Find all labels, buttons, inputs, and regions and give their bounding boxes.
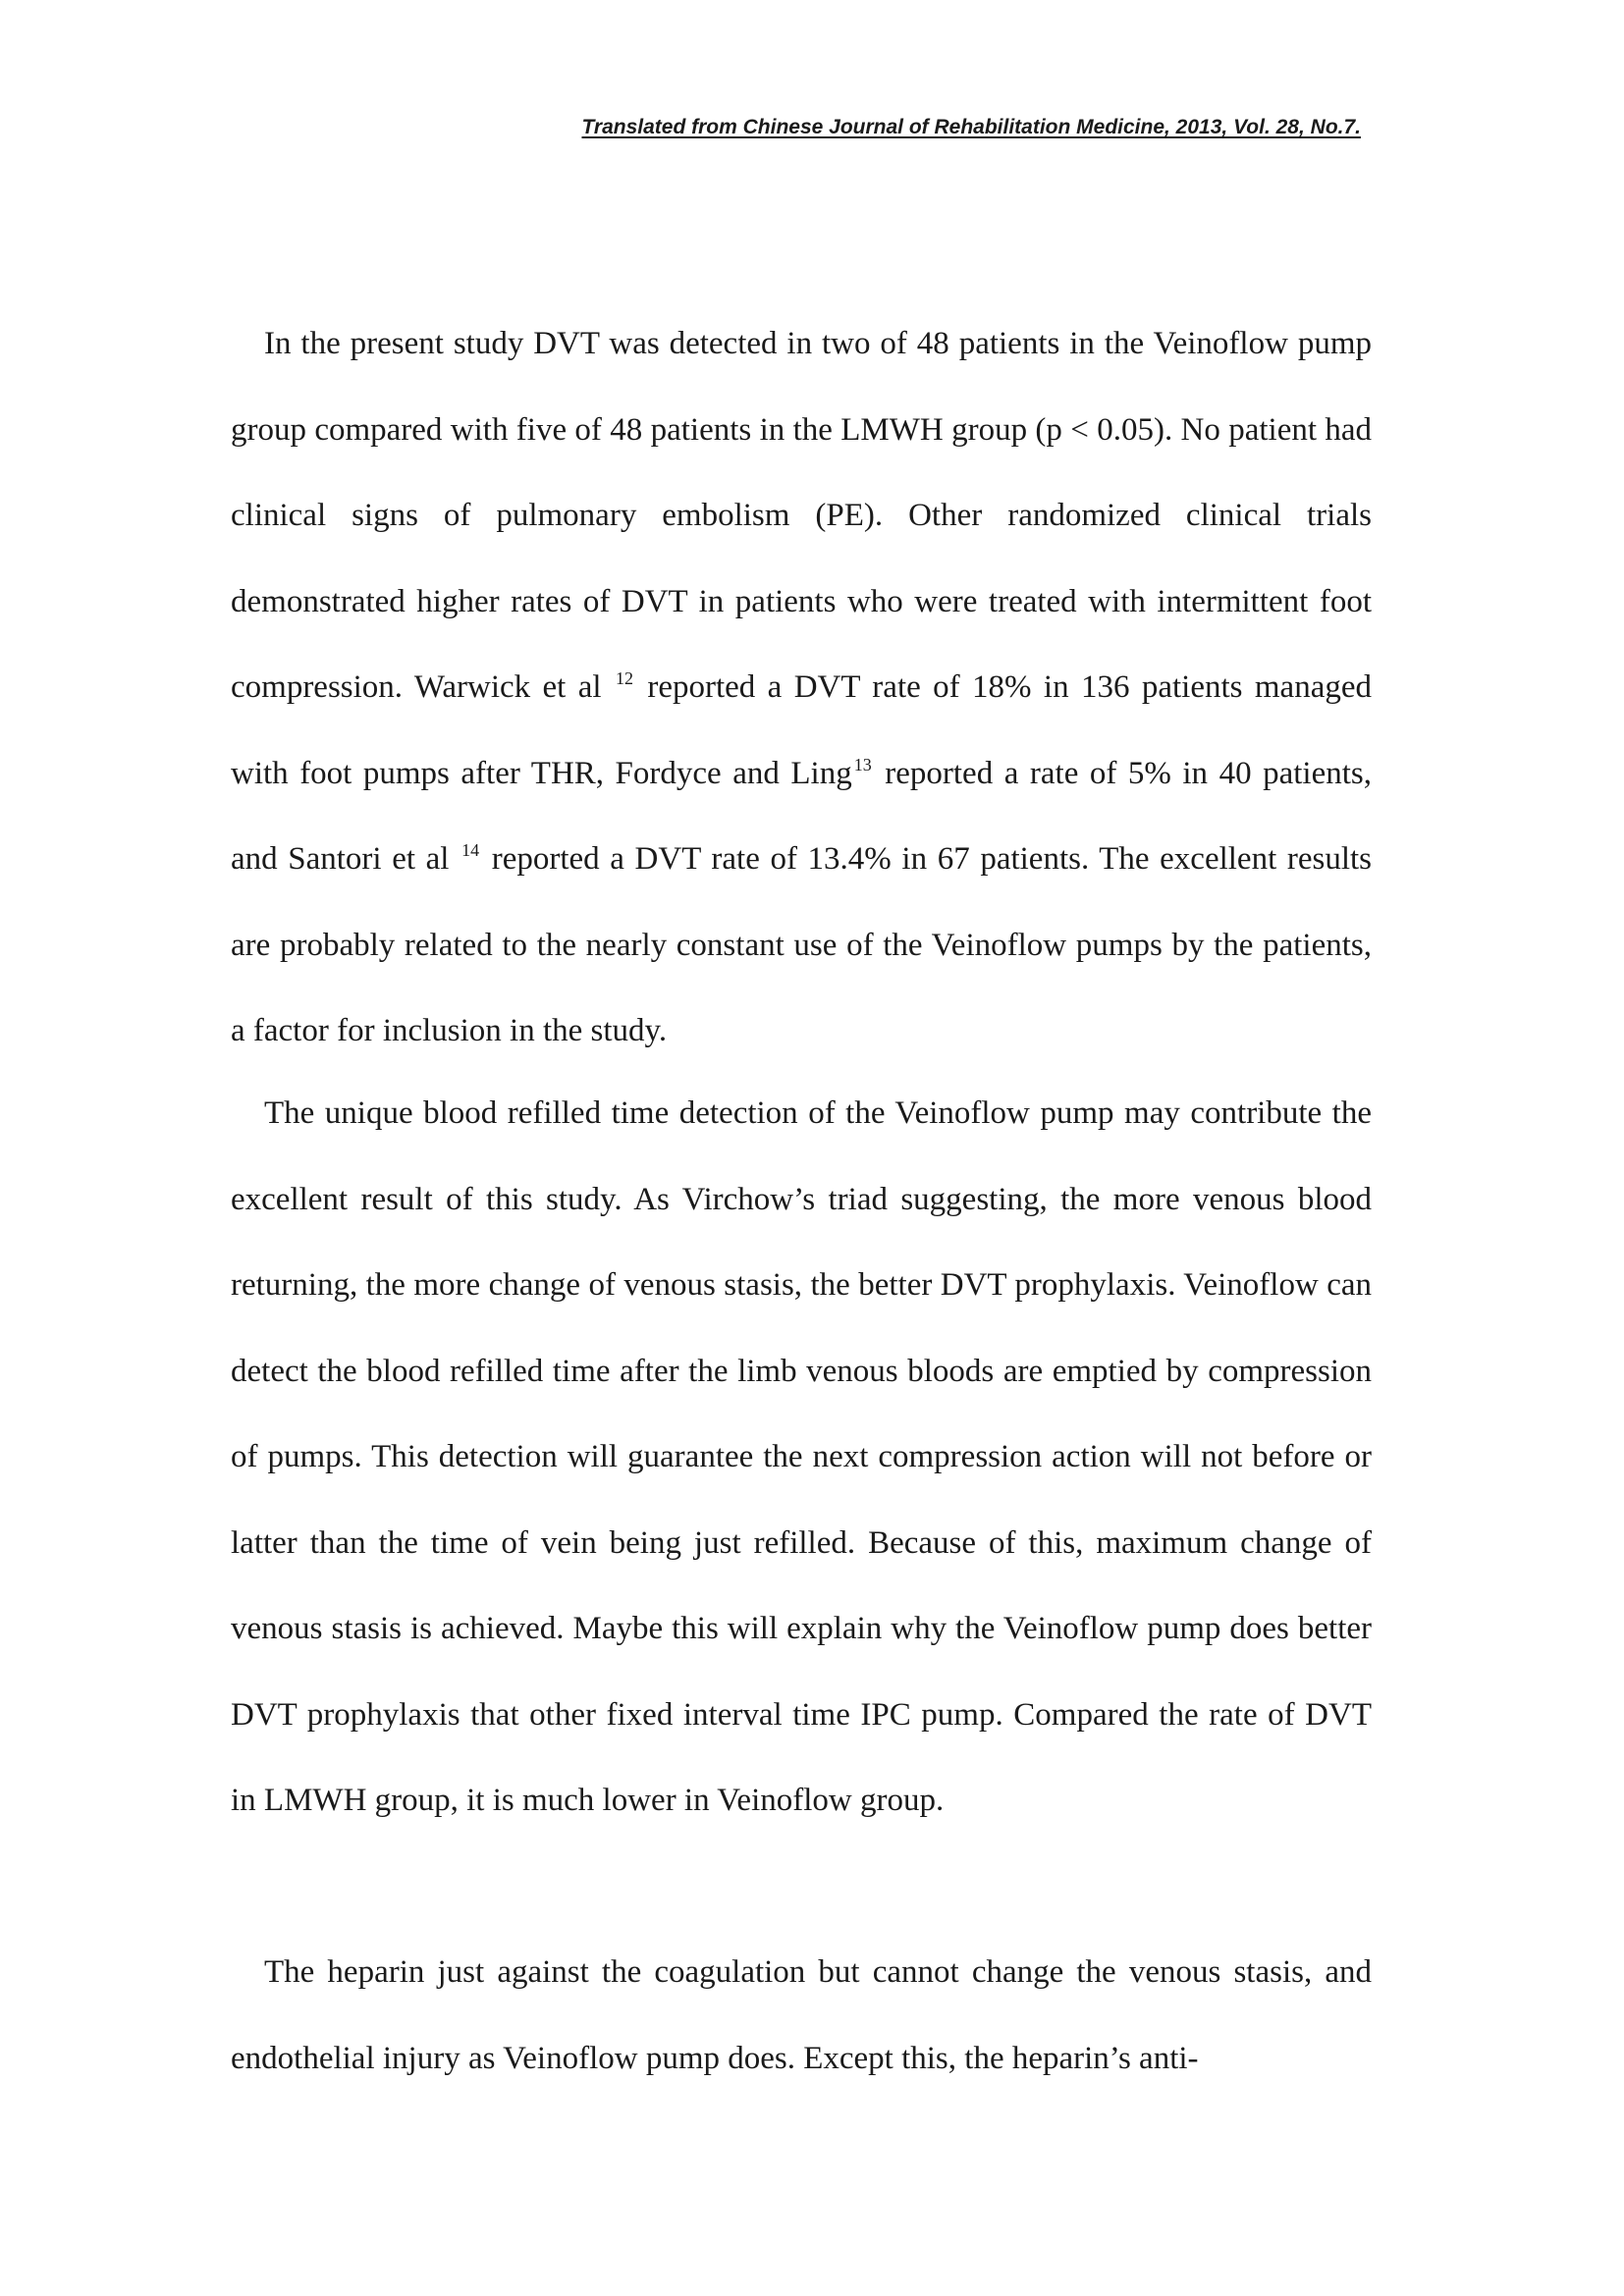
p1-text-4: reported a DVT rate of 13.4% in 67 patients. The excellent results are probably related to the nearly constant use of the Veinoflow pumps by the patients, a factor for inclusion in the study. bbox=[231, 841, 1373, 1048]
p1-text-2: reported a DVT rate of 18% in 136 patients managed with foot pumps after THR, Fordyce and Ling bbox=[231, 669, 1372, 791]
journal-citation-header: Translated from Chinese Journal of Rehabilitation Medicine, 2013, Vol. 28, No.7. bbox=[581, 116, 1361, 138]
p1-text-1: In the present study DVT was detected in two of 48 patients in the Veinoflow pump group compared with five of 48 patients in the LMWH group (p < 0.05). No patient had clinical signs of pulmonary embolism (PE). Other randomized clinical trials demonstrated higher rates of DVT in patients who were treated with intermittent foot compression. Warwick et al bbox=[231, 326, 1372, 705]
paragraph-refill-detection: The unique blood refilled time detection of the Veinoflow pump may contribute the excellent result of this study. As Virchow’s triad suggesting, the more venous blood returning, the more change of venous stasis, the better DVT prophylaxis. Veinoflow can detect the blood refilled time after the limb venous bloods are emptied by compression of pumps. This detection will guarantee the next compression action will not before or latter than the time of vein being just refilled. Because of this, maximum change of venous stasis is achieved. Maybe this will explain why the Veinoflow pump does better DVT prophylaxis that other fixed interval time IPC pump. Compared the rate of DVT in LMWH group, it is much lower in Veinoflow group. bbox=[231, 1095, 1372, 1818]
p1-text-3: reported a rate of 5% in 40 patients, and Santori et al bbox=[231, 755, 1373, 877]
paragraph-heparin: The heparin just against the coagulation but cannot change the venous stasis, and endothelial injury as Veinoflow pump does. Except this, the heparin’s anti- bbox=[231, 1954, 1372, 2076]
reference-14: 14 bbox=[461, 840, 480, 860]
reference-13: 13 bbox=[853, 754, 872, 774]
paragraph-dvt-results bbox=[231, 301, 1372, 1075]
reference-12: 12 bbox=[615, 668, 633, 688]
